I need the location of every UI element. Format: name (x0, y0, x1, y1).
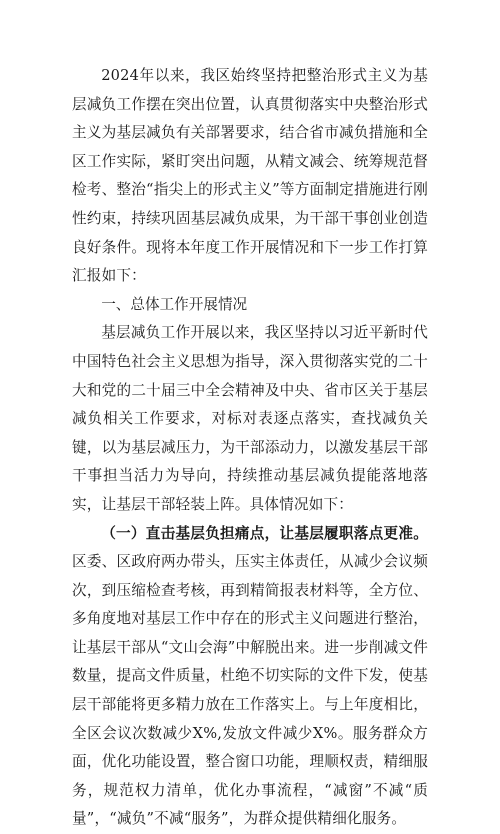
section-1-paragraph: 基层减负工作开展以来，我区坚持以习近平新时代中国特色社会主义思想为指导，深入贯彻落实党的二十大和党的二十届三中全会精神及中央、省市区关于基层减负相关工作要求，对标对表逐点落实，查找减负关键，以为基层减压力，为干部添动力，以激发基层干部干事担当活力为导向，持续推动基层减负提能落地落实，让基层干部轻装上阵。具体情况如下： (72, 319, 428, 519)
item-1-title: （一）直击基层负担痛点，让基层履职落点更准。 (101, 525, 428, 542)
item-1-body: 区委、区政府两办带头，压实主体责任，从减少会议频次，到压缩检查考核，再到精简报表材料等，全方位、多角度地对基层工作中存在的形式主义问题进行整治，让基层干部从“文山会海”中解脱出来。进一步削减文件数量，提高文件质量，杜绝不切实际的文件下发，使基层干部能将更多精力放在工作落实上。与上年度相比，全区会议次数减少X%,发放文件减少X%。服务群众方面，优化功能设置，整合窗口功能，理顺权责，精细服务，规范权力清单，优化办事流程，“减窗”不减“质量”，“减负”不减“服务”，为群众提供精细化服务。 (72, 553, 428, 827)
intro-paragraph: 2024年以来，我区始终坚持把整治形式主义为基层减负工作摆在突出位置，认真贯彻落实中央整治形式主义为基层减负有关部署要求，结合省市减负措施和全区工作实际，紧盯突出问题，从精文减会、统筹规范督检考、整治“指尖上的形式主义”等方面制定措施进行刚性约束，持续巩固基层减负成果，为干部干事创业创造良好条件。现将本年度工作开展情况和下一步工作打算汇报如下： (72, 62, 428, 291)
item-1-paragraph (72, 520, 428, 834)
section-heading-1: 一、总体工作开展情况 (72, 291, 428, 320)
